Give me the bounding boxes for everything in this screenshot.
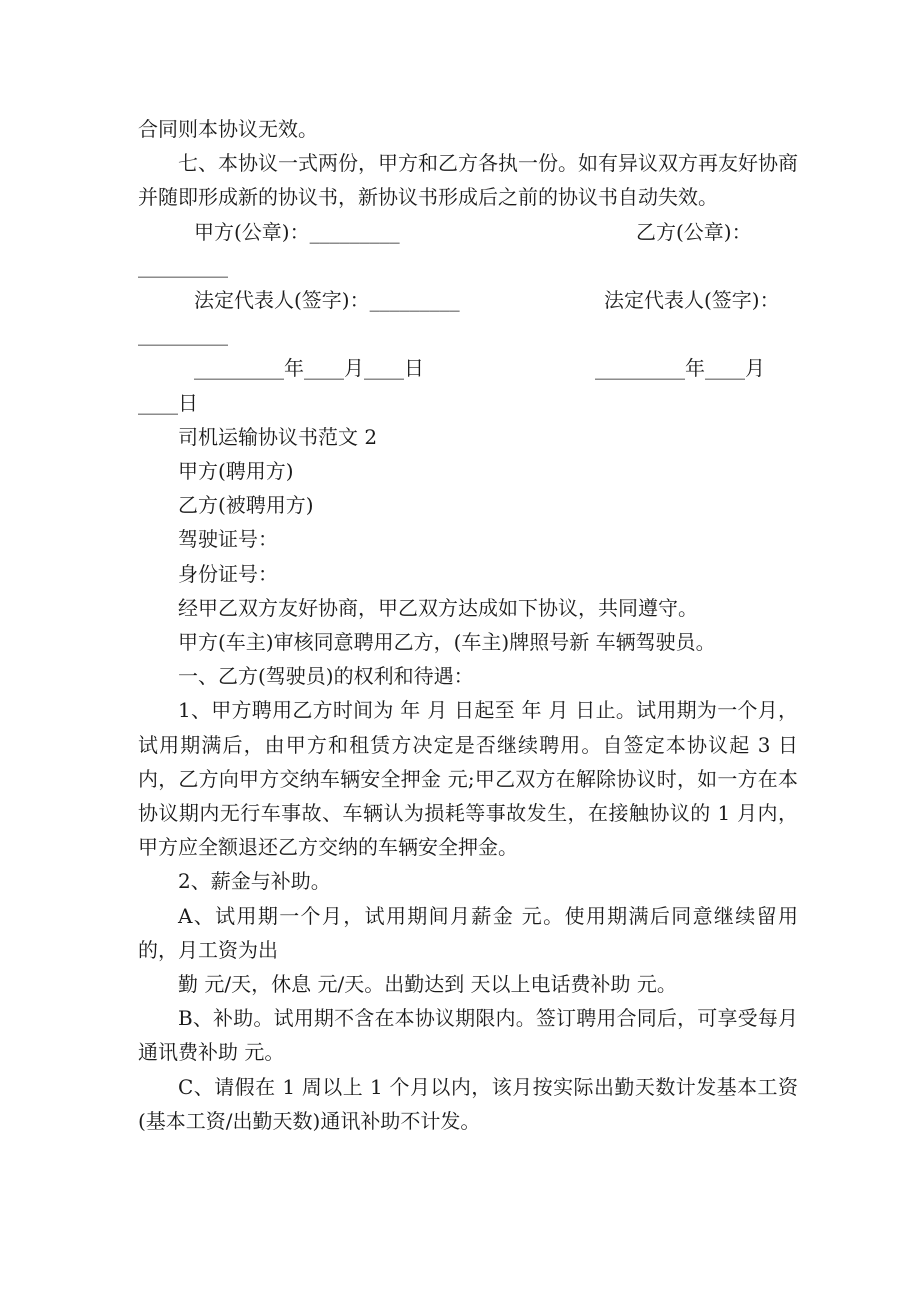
party-b-representative-blank: _________: [138, 322, 228, 347]
party-b-representative: 法定代表人(签字)：: [604, 287, 780, 312]
party-a-seal: 甲方(公章)：_________: [194, 219, 400, 244]
review-statement: 甲方(车主)审核同意聘用乙方，(车主)牌照号新 车辆驾驶员。: [178, 629, 716, 654]
section-title: 司机运输协议书范文 2: [178, 424, 378, 449]
party-a-representative: 法定代表人(签字)：_________: [194, 287, 460, 312]
signature-row-date: [138, 351, 798, 385]
party-b-date: _________年____月: [595, 356, 765, 381]
party-a-label: 甲方(聘用方): [178, 458, 294, 483]
id-number-label: 身份证号：: [178, 561, 278, 586]
clause-seven: 七、本协议一式两份，甲方和乙方各执一份。如有异议双方再友好协商并随即形成新的协议书，新协议书形成后之前的协议书自动失效。: [138, 151, 798, 210]
party-b-label: 乙方(被聘用方): [178, 493, 314, 518]
item-b: B、补助。试用期不含在本协议期限内。签订聘用合同后，可享受每月通讯费补助 元。: [138, 1006, 798, 1065]
license-number-label: 驾驶证号：: [178, 527, 278, 552]
item-a-continued: 勤 元/天，休息 元/天。出勤达到 天以上电话费补助 元。: [178, 971, 677, 996]
party-b-seal-blank: _________: [138, 253, 228, 278]
section-one-heading: 一、乙方(驾驶员)的权利和待遇：: [178, 664, 474, 689]
consensus-statement: 经甲乙双方友好协商，甲乙双方达成如下协议，共同遵守。: [178, 595, 698, 620]
item-c: C、请假在 1 周以上 1 个月以内，该月按实际出勤天数计发基本工资(基本工资/出勤天数)通讯补助不计发。: [138, 1074, 798, 1133]
document-body: [138, 112, 798, 1138]
item-two: 2、薪金与补助。: [178, 869, 331, 894]
party-b-seal: 乙方(公章)：: [636, 219, 752, 244]
signature-row-representative: [138, 283, 798, 317]
item-one: 1、甲方聘用乙方时间为 年 月 日起至 年 月 日止。试用期为一个月，试用期满后，由甲方和租赁方决定是否继续聘用。自签定本协议起 3 日内，乙方向甲方交纳车辆安全押金 元;甲乙双方在解除协议时，如一方在本协议期内无行车事故、车辆认为损耗等事故发生，在接触协议的 1 月内，甲方应全额退还乙方交纳的车辆安全押金。: [138, 698, 798, 860]
party-b-date-day: ____日: [138, 390, 198, 415]
paragraph-continuation: 合同则本协议无效。: [138, 117, 318, 141]
party-a-date: _________年____月____日: [194, 356, 424, 381]
item-a: A、试用期一个月，试用期间月薪金 元。使用期满后同意继续留用的，月工资为出: [138, 903, 798, 962]
signature-row-seal: [138, 215, 798, 249]
